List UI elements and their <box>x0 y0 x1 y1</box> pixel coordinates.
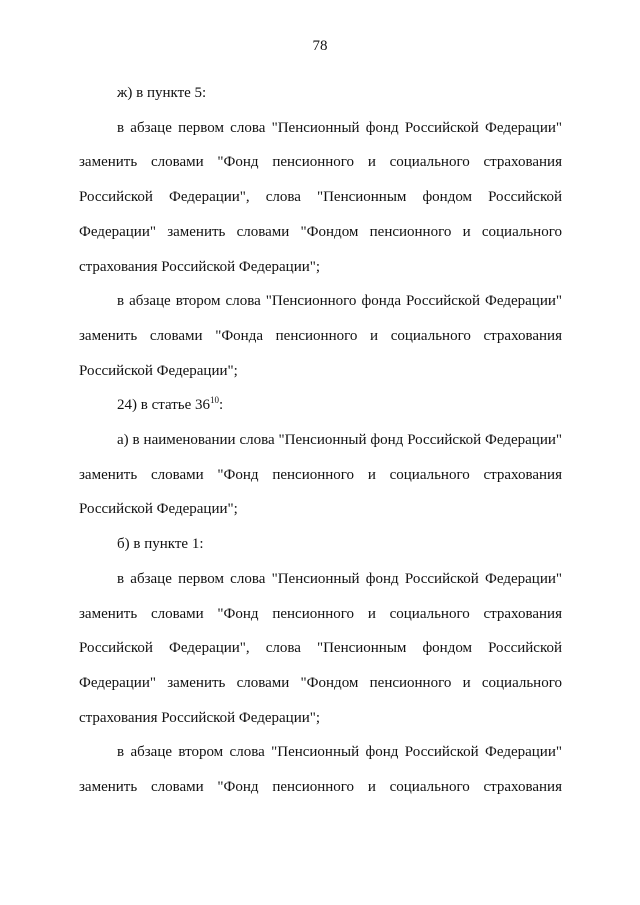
article-colon: : <box>219 397 224 414</box>
article-superscript: 10 <box>210 395 220 406</box>
paragraph-abzac-second: в абзаце втором слова "Пенсионного фонда Российской Федерации" заменить словами "Фонда пенсионного и социального страхования Российской Федерации"; <box>79 293 562 379</box>
paragraph-abzac-first: в абзаце первом слова "Пенсионный фонд Российской Федерации" заменить словами "Фонд пенсионного и социального страхования Российской Федерации", слова "Пенсионным фондом Российской Федерации" заменить словами "Фондом пенсионного и социального страхования Российской Федерации"; <box>79 119 562 275</box>
paragraph-article-heading <box>79 388 562 423</box>
document-body <box>79 76 562 805</box>
paragraph-abzac-first-2: в абзаце первом слова "Пенсионный фонд Российской Федерации" заменить словами "Фонд пенсионного и социального страхования Российской Федерации", слова "Пенсионным фондом Российской Федерации" заменить словами "Фондом пенсионного и социального страхования Российской Федерации"; <box>79 570 562 726</box>
paragraph-item-a: а) в наименовании слова "Пенсионный фонд Российской Федерации" заменить словами "Фонд пенсионного и социального страхования Российской Федерации"; <box>79 432 562 518</box>
article-text: 24) в статье 36 <box>117 397 211 414</box>
paragraph-item-zh: ж) в пункте 5: <box>117 85 207 101</box>
paragraph-abzac-second-2: в абзаце втором слова "Пенсионный фонд Российской Федерации" заменить словами "Фонд пенсионного и социального страхования <box>79 744 562 796</box>
page-number: 78 <box>312 38 328 54</box>
paragraph-item-b: б) в пункте 1: <box>117 536 204 553</box>
